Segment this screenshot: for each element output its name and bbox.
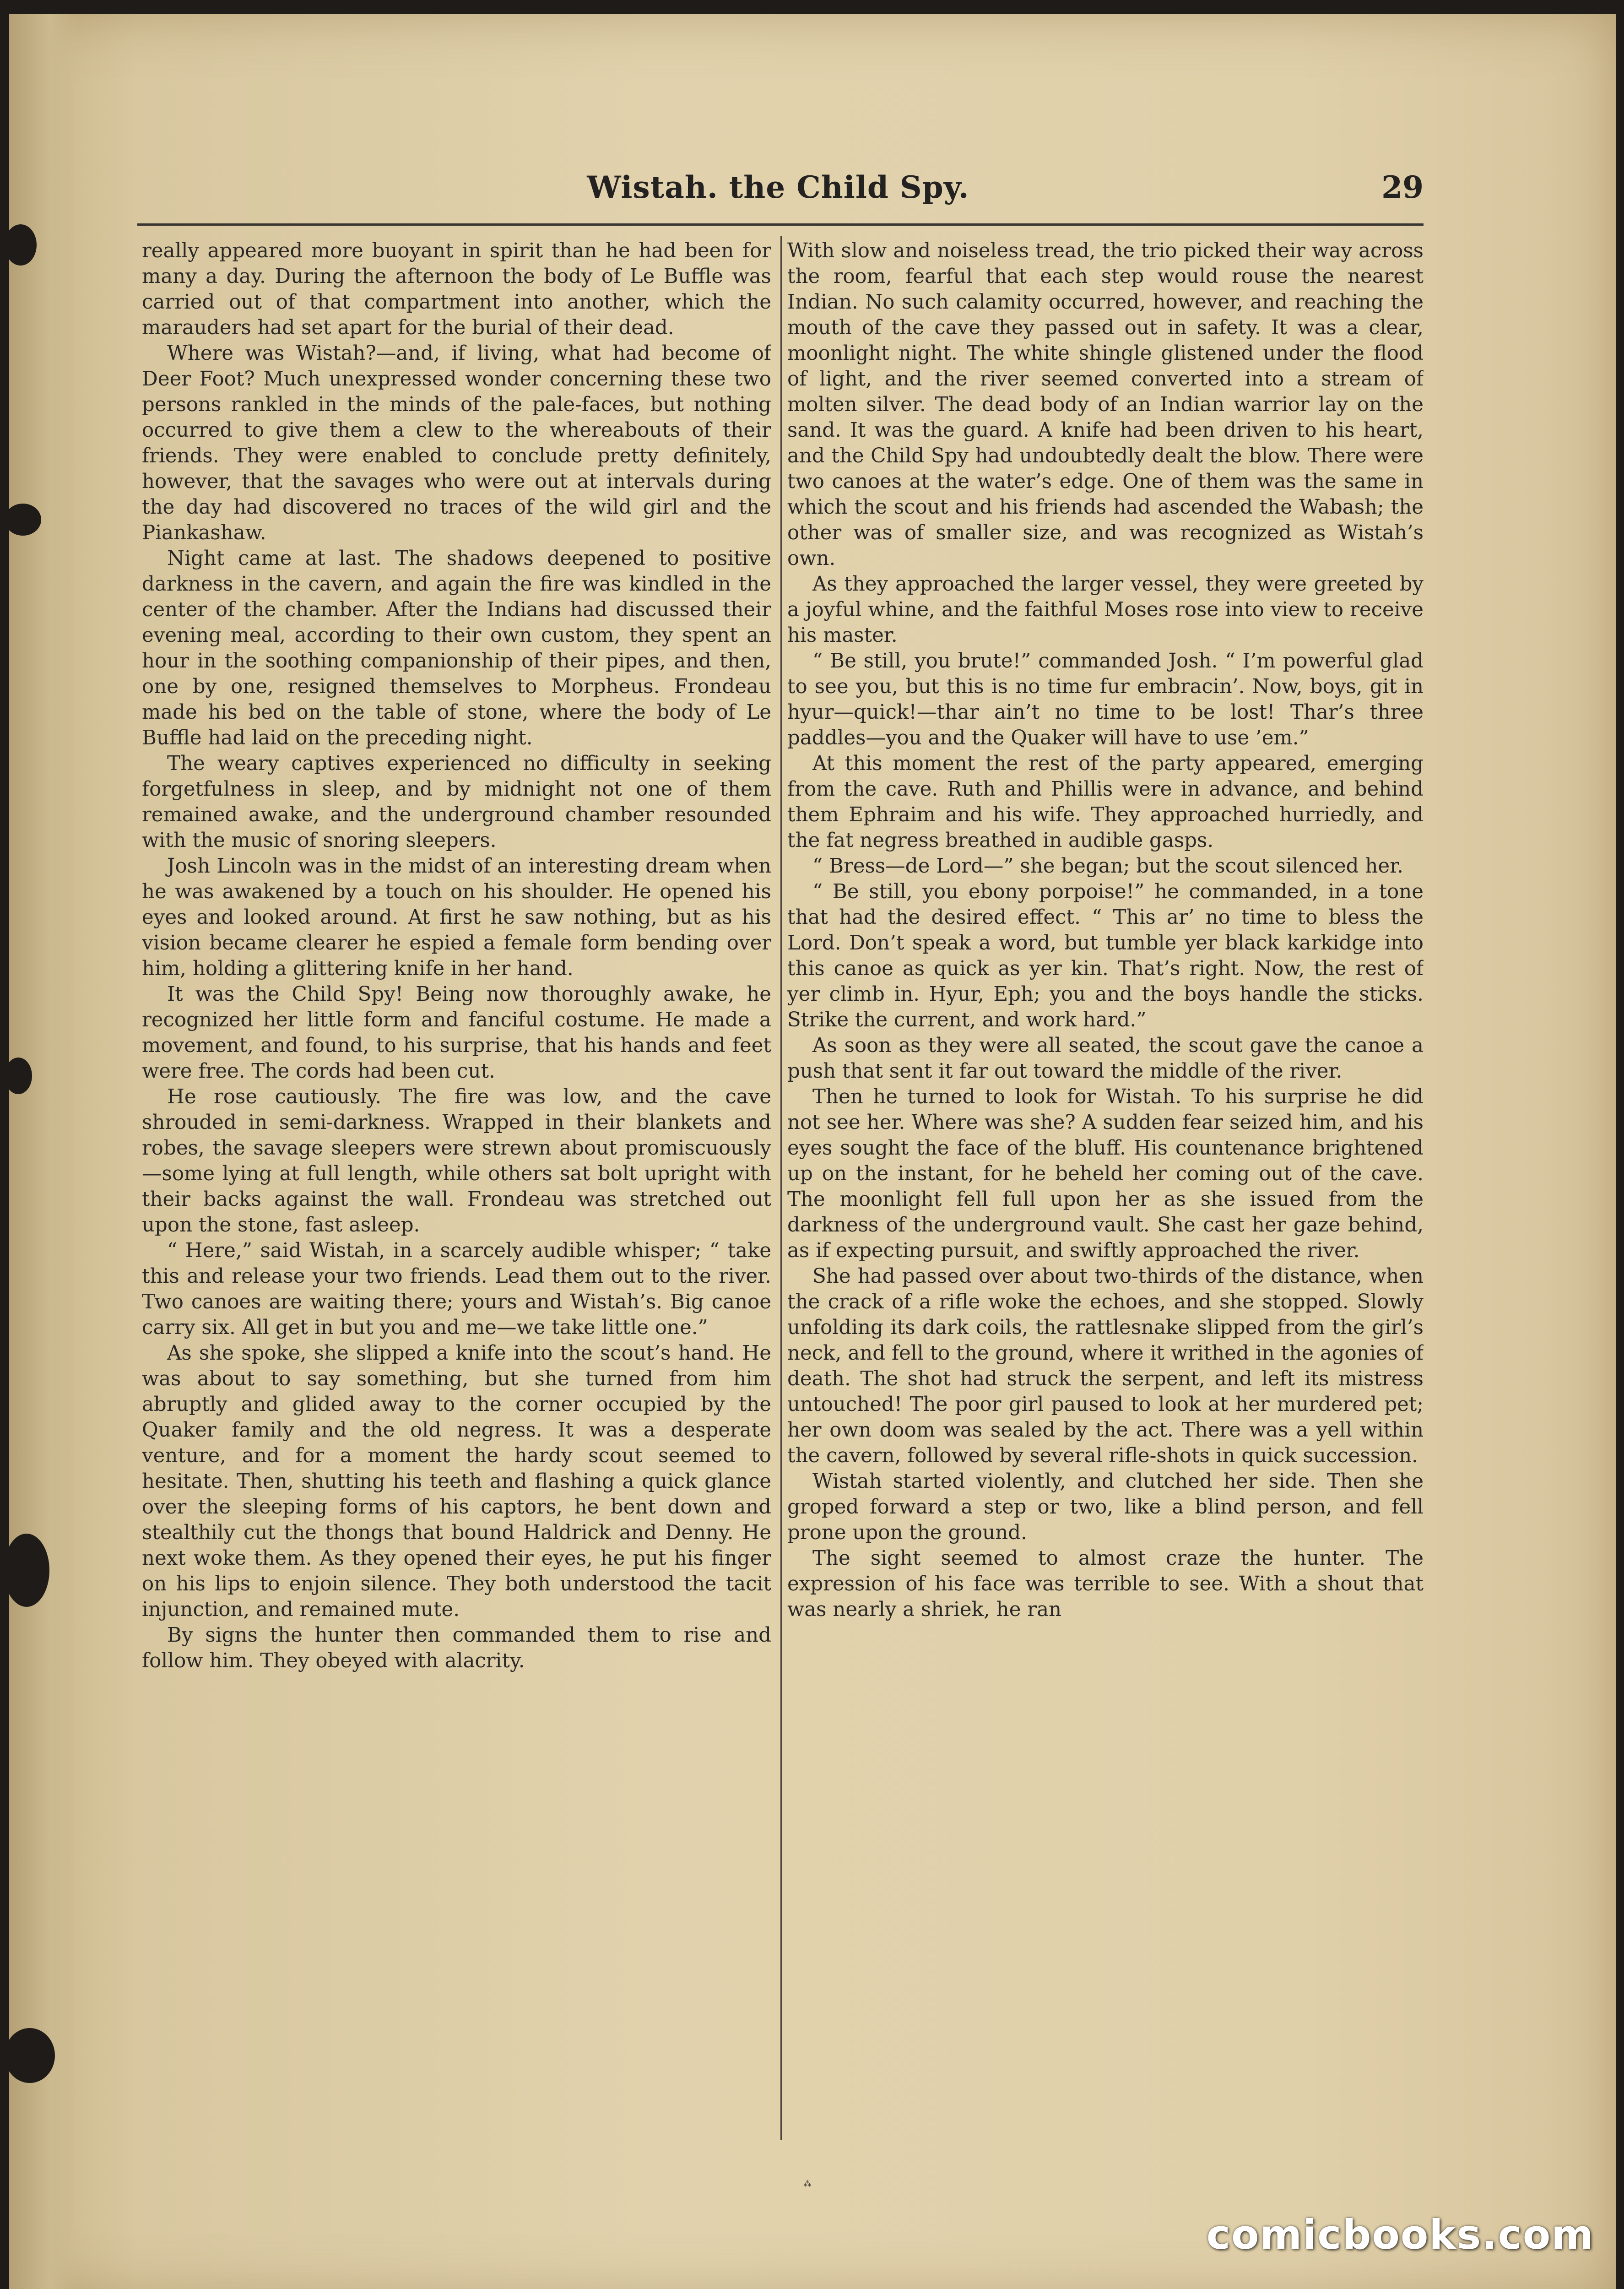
paragraph: Wistah started violently, and clutched her side. Then she groped forward a step or two, like a blind person, and fell prone upon the ground. [787,1470,1424,1544]
paragraph: As soon as they were all seated, the scout gave the canoe a push that sent it far out toward the middle of the river. [787,1034,1424,1083]
binding-hole [5,2028,55,2083]
paragraph: As they approached the larger vessel, they were greeted by a joyful whine, and the faithful Moses rose into view to receive his master. [787,573,1424,647]
paragraph: The sight seemed to almost craze the hunter. The expression of his face was terrible to see. With a shout that was nearly a shriek, he ran [787,1547,1424,1621]
binding-hole [5,1058,32,1094]
paragraph: At this moment the rest of the party appeared, emerging from the cave. Ruth and Phillis were in advance, and behind them Ephraim and his wife. They approached hurriedly, and the fat negress breathed in audible gasps. [787,752,1424,852]
left-column [142,238,771,2143]
paragraph: “ Here,” said Wistah, in a scarcely audible whisper; “ take this and release your two friends. Lead them out to the river. Two canoes are waiting there; yours and Wistah’s. Big canoe carry six. All get in but you and me—we take little one.” [142,1239,771,1339]
binding-hole [5,224,37,266]
paragraph: “ Be still, you brute!” commanded Josh. “ I’m powerful glad to see you, but this is no time fur embracin’. Now, boys, git in hyur—quick!—thar ain’t no time to be lost! Thar’s three paddles—you and the Quaker will have to use ’em.” [787,650,1424,749]
binding-hole [4,1534,49,1607]
paragraph: It was the Child Spy! Being now thoroughly awake, he recognized her little form and fanciful costume. He made a movement, and found, to his surprise, that his hands and feet were free. The cords had been cut. [142,983,771,1083]
paragraph: Josh Lincoln was in the midst of an interesting dream when he was awakened by a touch on his shoulder. He opened his eyes and looked around. At first he saw nothing, but as his vision became clearer he espied a female form bending over him, holding a glittering knife in her hand. [142,855,771,980]
paragraph: Where was Wistah?—and, if living, what had become of Deer Foot? Much unexpressed wonder concerning these two persons rankled in the minds of the pale-faces, but nothing occurred to give them a clew to the whereabouts of their friends. They were enabled to conclude pretty definitely, however, that the savages who were out at intervals during the day had discovered no traces of the wild girl and the Piankashaw. [142,342,771,544]
paragraph: Night came at last. The shadows deepened to positive darkness in the cavern, and again the fire was kindled in the center of the chamber. After the Indians had discussed their evening meal, according to their own custom, they spent an hour in the soothing companionship of their pipes, and then, one by one, resigned themselves to Morpheus. Frondeau made his bed on the table of stone, where the body of Le Buffle had laid on the preceding night. [142,547,771,749]
column-divider [780,236,782,2140]
paragraph: “ Bress—de Lord—” she began; but the scout silenced her. [812,855,1403,878]
paragraph: “ Be still, you ebony porpoise!” he commanded, in a tone that had the desired effect. “ This ar’ no time to bless the Lord. Don’t speak a word, but tumble yer black karkidge into this canoe as quick as yer kin. That’s right. Now, the rest of yer climb in. Hyur, Eph; you and the boys handle the sticks. Strike the current, and work hard.” [787,880,1424,1031]
paragraph: Then he turned to look for Wistah. To his surprise he did not see her. Where was she? A sudden fear seized him, and his eyes sought the face of the bluff. His countenance brightened up on the instant, for he beheld her coming out of the cave. The moonlight fell full upon her as she issued from the darkness of the underground vault. She cast her gaze behind, as if expecting pursuit, and swiftly approached the river. [787,1085,1424,1262]
paragraph: She had passed over about two-thirds of the distance, when the crack of a rifle woke the echoes, and she stopped. Slowly unfolding its dark coils, the rattlesnake slipped from the girl’s neck, and fell to the ground, where it writhed in the agonies of death. The shot had struck the serpent, and left its mistress untouched! The poor girl paused to look at her murdered pet; her own doom was sealed by the act. There was a yell within the cavern, followed by several rifle-shots in quick succession. [787,1265,1424,1467]
header-rule [137,223,1424,226]
paragraph: The weary captives experienced no difficulty in seeking forgetfulness in sleep, and by midnight not one of them remained awake, and the underground chamber resounded with the music of snoring sleepers. [142,752,771,852]
page-spine-shadow [9,14,78,2289]
printer-mark: ⁂ [803,2179,812,2189]
running-title: Wistah. the Child Spy. [587,169,969,205]
watermark: comicbooks.com [1206,2211,1594,2258]
paragraph: He rose cautiously. The fire was low, and the cave shrouded in semi-darkness. Wrapped in their blankets and robes, the savage sleepers were strewn about promiscuously—some lying at full length, while others sat bolt upright with their backs against the wall. Frondeau was stretched out upon the stone, fast asleep. [142,1085,771,1237]
right-column [787,238,1424,2143]
paragraph: By signs the hunter then commanded them to rise and follow him. They obeyed with alacrity. [142,1624,771,1672]
paragraph: As she spoke, she slipped a knife into the scout’s hand. He was about to say something, but she turned from him abruptly and glided away to the corner occupied by the Quaker family and the old negress. It was a desperate venture, and for a moment the hardy scout seemed to hesitate. Then, shutting his teeth and flashing a quick glance over the sleeping forms of his captors, he bent down and stealthily cut the thongs that bound Haldrick and Denny. He next woke them. As they opened their eyes, he put his finger on his lips to enjoin silence. They both understood the tacit injunction, and remained mute. [142,1342,771,1621]
page-header [137,165,1424,215]
page-number: 29 [1381,169,1424,205]
paragraph: With slow and noiseless tread, the trio picked their way across the room, fearful that each step would rouse the nearest Indian. No such calamity occurred, however, and reaching the mouth of the cave they passed out in safety. It was a clear, moonlight night. The white shingle glistened under the flood of light, and the river seemed converted into a stream of molten silver. The dead body of an Indian warrior lay on the sand. It was the guard. A knife had been driven to his heart, and the Child Spy had undoubtedly dealt the blow. There were two canoes at the water’s edge. One of them was the same in which the scout and his friends had ascended the Wabash; the other was of smaller size, and was recognized as Wistah’s own. [787,239,1424,570]
paragraph: really appeared more buoyant in spirit than he had been for many a day. During the afternoon the body of Le Buffle was carried out of that compartment into another, which the marauders had set apart for the burial of their dead. [142,239,771,339]
binding-hole [5,504,41,536]
